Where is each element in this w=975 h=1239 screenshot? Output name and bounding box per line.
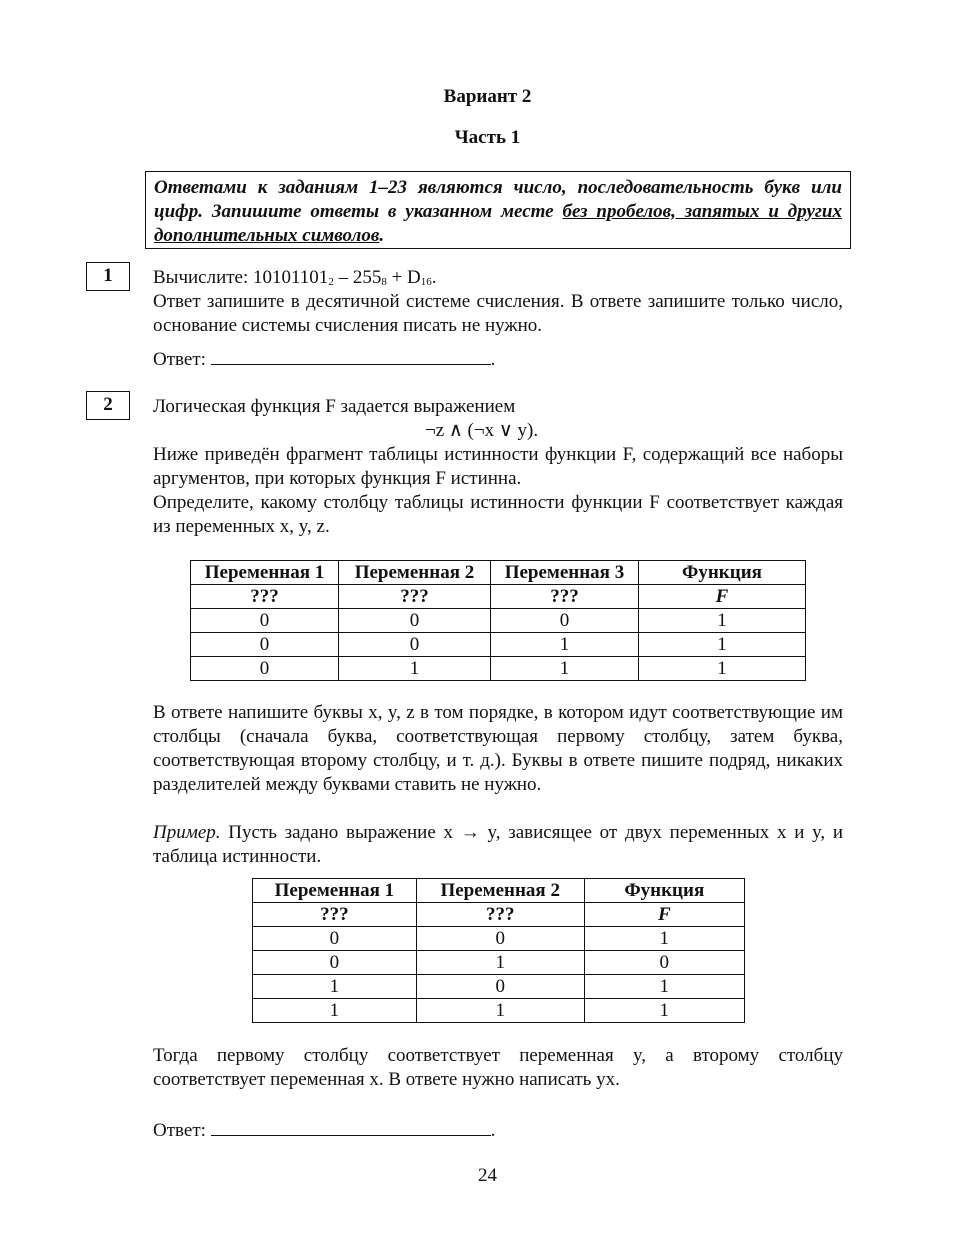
table-cell: 1 — [416, 951, 584, 975]
task-number-1: 1 — [86, 262, 130, 291]
table-row — [191, 633, 806, 657]
task2-para2: Определите, какому столбцу таблицы истинности функции F соответствует каждая из переменных x, y, z. — [153, 492, 843, 537]
instructions-text: Ответами к заданиям 1–23 являются число, последовательность букв или цифр. Запишите ответы в указанном месте — [154, 177, 842, 222]
table-row — [191, 657, 806, 681]
table-cell: 1 — [490, 633, 638, 657]
task1-plus-part: + D — [386, 267, 421, 288]
table-row — [253, 927, 745, 951]
table-cell: 0 — [416, 927, 584, 951]
task2-answer-end: . — [490, 1120, 496, 1141]
table-row — [253, 951, 745, 975]
table-cell: 0 — [339, 609, 491, 633]
example-label: Пример. — [153, 822, 221, 843]
instructions-underlined: без пробелов, запятых и других дополнительных символов — [154, 201, 842, 246]
task1-answer-field[interactable] — [211, 346, 491, 365]
part-title: Часть 1 — [454, 127, 521, 148]
task2-para4: Тогда первому столбцу соответствует переменная y, а второму столбцу соответствует переменная x. В ответе нужно написать yx. — [153, 1045, 843, 1090]
task2-example — [153, 821, 843, 869]
table-cell: 1 — [339, 657, 491, 681]
task2-para3: В ответе напишите буквы x, y, z в том порядке, в котором идут соответствующие им столбцы (сначала буква, соответствующая первому столбцу, затем буква, соответствующая второму столбцу, и т. д.). Буквы в ответе пишите подряд, никаких разделителей между буквами ставить не нужно. — [153, 702, 843, 795]
instructions-end: . — [379, 225, 385, 246]
table2-subheader-row — [253, 903, 745, 927]
table-cell: 0 — [416, 975, 584, 999]
task-number-2: 2 — [86, 391, 130, 420]
truth-table-1 — [190, 560, 806, 681]
example-text: Пусть задано выражение x → y, зависящее от двух переменных x и y, и таблица истинности. — [153, 822, 843, 867]
task2-answer-label: Ответ: — [153, 1120, 206, 1141]
task1-minus-part: – 255 — [333, 267, 382, 288]
table-cell: 1 — [253, 999, 417, 1023]
table-row — [253, 975, 745, 999]
task1-answer-label: Ответ: — [153, 349, 206, 370]
table1-subheader: ??? — [191, 585, 339, 609]
table2-subheader: F — [584, 903, 744, 927]
table-cell: 1 — [638, 657, 805, 681]
table-cell: 0 — [339, 633, 491, 657]
truth-table-2 — [252, 878, 745, 1023]
table1-header: Переменная 2 — [339, 561, 491, 585]
instructions-box — [145, 171, 851, 249]
page-number: 24 — [478, 1165, 497, 1186]
table-row — [253, 999, 745, 1023]
table-cell: 1 — [584, 975, 744, 999]
task2-answer-field[interactable] — [211, 1117, 491, 1136]
task1-expr-end: . — [431, 267, 437, 288]
task1-base16: 16 — [420, 276, 432, 288]
task1-base8: 8 — [381, 276, 387, 288]
task2-intro: Логическая функция F задается выражением — [153, 396, 516, 417]
task1-answer-end: . — [490, 349, 496, 370]
table-cell: 0 — [191, 657, 339, 681]
table1-header: Функция — [638, 561, 805, 585]
table-cell: 1 — [638, 609, 805, 633]
task2-para1: Ниже приведён фрагмент таблицы истинности функции F, содержащий все наборы аргументов, при которых функция F истинна. — [153, 444, 843, 489]
table2-header: Переменная 1 — [253, 879, 417, 903]
table-cell: 0 — [253, 951, 417, 975]
table-cell: 1 — [638, 633, 805, 657]
table1-header: Переменная 3 — [490, 561, 638, 585]
table-cell: 1 — [584, 927, 744, 951]
task2-formula: ¬z ∧ (¬x ∨ y). — [425, 420, 539, 441]
task1-base2: 2 — [328, 276, 334, 288]
table-row — [191, 609, 806, 633]
table2-header-row — [253, 879, 745, 903]
table-cell: 1 — [416, 999, 584, 1023]
table-cell: 1 — [490, 657, 638, 681]
task2-answer-row — [153, 1117, 495, 1142]
table-cell: 0 — [253, 927, 417, 951]
table-cell: 0 — [584, 951, 744, 975]
table-cell: 1 — [584, 999, 744, 1023]
table1-subheader: ??? — [490, 585, 638, 609]
table-cell: 1 — [253, 975, 417, 999]
table1-header: Переменная 1 — [191, 561, 339, 585]
table-cell: 0 — [490, 609, 638, 633]
table1-subheader-row — [191, 585, 806, 609]
table2-subheader: ??? — [253, 903, 417, 927]
table2-header: Функция — [584, 879, 744, 903]
task1-instruction: Ответ запишите в десятичной системе счисления. В ответе запишите только число, основание системы счисления писать не нужно. — [153, 291, 843, 336]
task1-answer-row — [153, 346, 495, 371]
task1-expr-prefix: Вычислите: 10101101 — [153, 267, 329, 288]
table2-subheader: ??? — [416, 903, 584, 927]
table-cell: 0 — [191, 609, 339, 633]
table1-header-row — [191, 561, 806, 585]
table-cell: 0 — [191, 633, 339, 657]
table1-subheader: ??? — [339, 585, 491, 609]
table1-subheader: F — [638, 585, 805, 609]
variant-title: Вариант 2 — [443, 86, 532, 107]
table2-header: Переменная 2 — [416, 879, 584, 903]
